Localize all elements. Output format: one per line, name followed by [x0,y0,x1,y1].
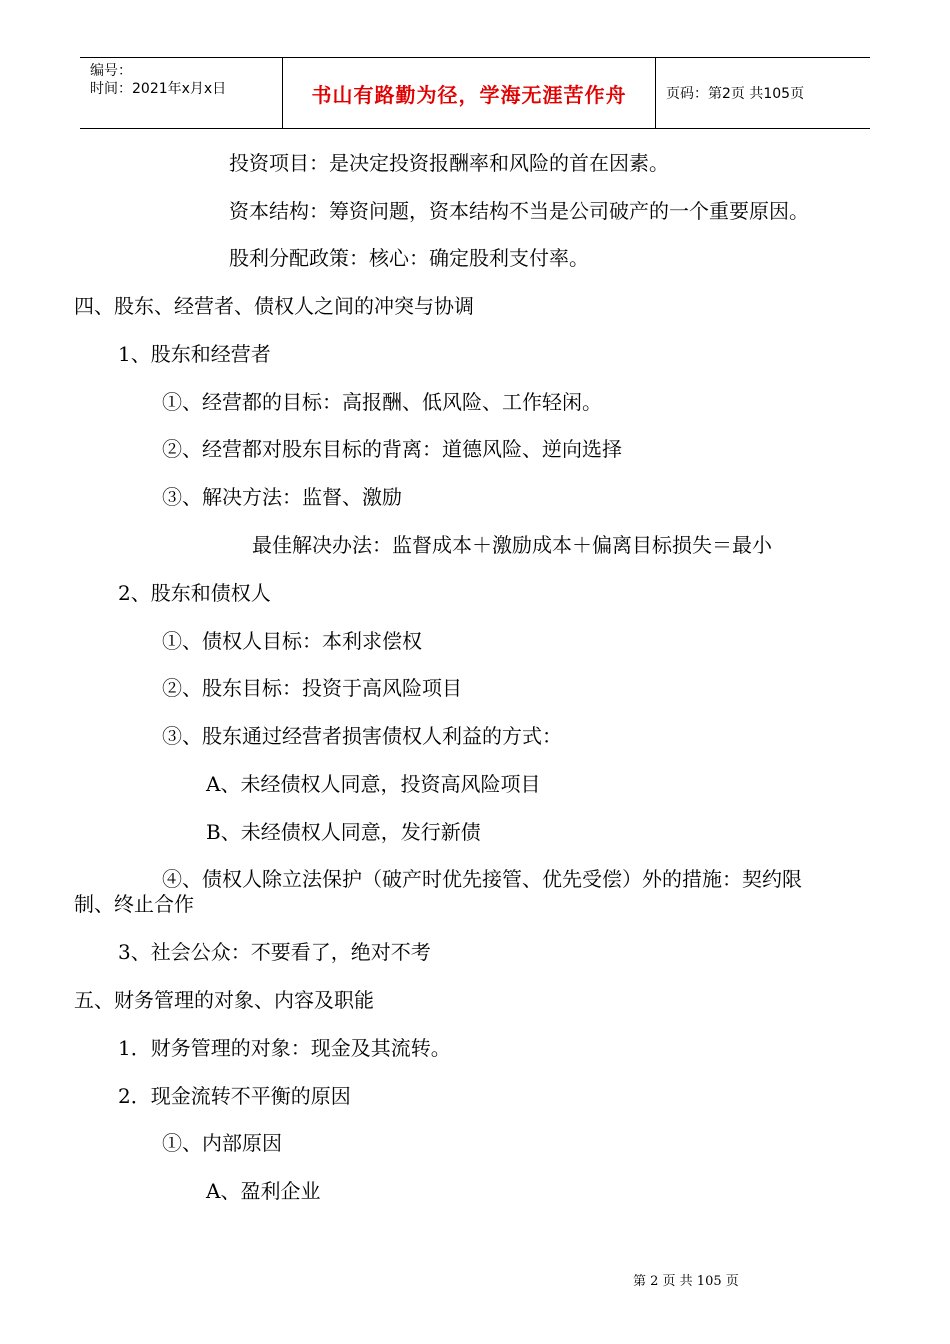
list-subitem: A、未经债权人同意，投资高风险项目 [206,772,541,796]
list-item: ①、经营都的目标：高报酬、低风险、工作轻闲。 [162,390,602,414]
body-line: 资本结构：筹资问题，资本结构不当是公司破产的一个重要原因。 [229,199,809,223]
list-item: ①、债权人目标：本利求偿权 [162,629,422,653]
subsection-heading: 1、股东和经营者 [118,342,271,366]
document-number-label: 编号： [90,63,132,79]
list-subitem: A、盈利企业 [206,1179,321,1203]
body-line: 股利分配政策：核心：确定股利支付率。 [229,246,589,270]
subsection-heading: 2．现金流转不平衡的原因 [118,1084,351,1108]
header-motto: 书山有路勤为径，学海无涯苦作舟 [311,82,627,107]
header-page-info: 页码：第2页 共105页 [666,86,805,102]
subsection-heading: 1．财务管理的对象：现金及其流转。 [118,1036,451,1060]
section-heading: 四、股东、经营者、债权人之间的冲突与协调 [74,294,474,318]
list-item: ③、股东通过经营者损害债权人利益的方式： [162,724,562,748]
body-line: 投资项目：是决定投资报酬率和风险的首在因素。 [229,151,669,175]
list-subitem: B、未经债权人同意，发行新债 [206,820,481,844]
header-motto-cell [282,58,656,128]
list-item: ④、债权人除立法保护（破产时优先接管、优先受偿）外的措施：契约限 [162,867,802,891]
section-heading: 五、财务管理的对象、内容及职能 [74,988,374,1012]
page-header [80,57,870,129]
subsection-heading: 2、股东和债权人 [118,581,271,605]
list-item: ②、股东目标：投资于高风险项目 [162,676,462,700]
subsection-heading: 3、社会公众：不要看了，绝对不考 [118,940,431,964]
list-item: ②、经营都对股东目标的背离：道德风险、逆向选择 [162,437,622,461]
list-item-continuation: 制、终止合作 [74,892,194,916]
list-item: ③、解决方法：监督、激励 [162,485,402,509]
header-left-cell [80,58,282,128]
list-item: ①、内部原因 [162,1131,282,1155]
body-line: 最佳解决办法：监督成本＋激励成本＋偏离目标损失＝最小 [252,533,772,557]
document-time-label: 时间：2021年x月x日 [90,81,227,97]
header-page-cell [656,58,870,128]
page-footer: 第 2 页 共 105 页 [633,1274,739,1289]
